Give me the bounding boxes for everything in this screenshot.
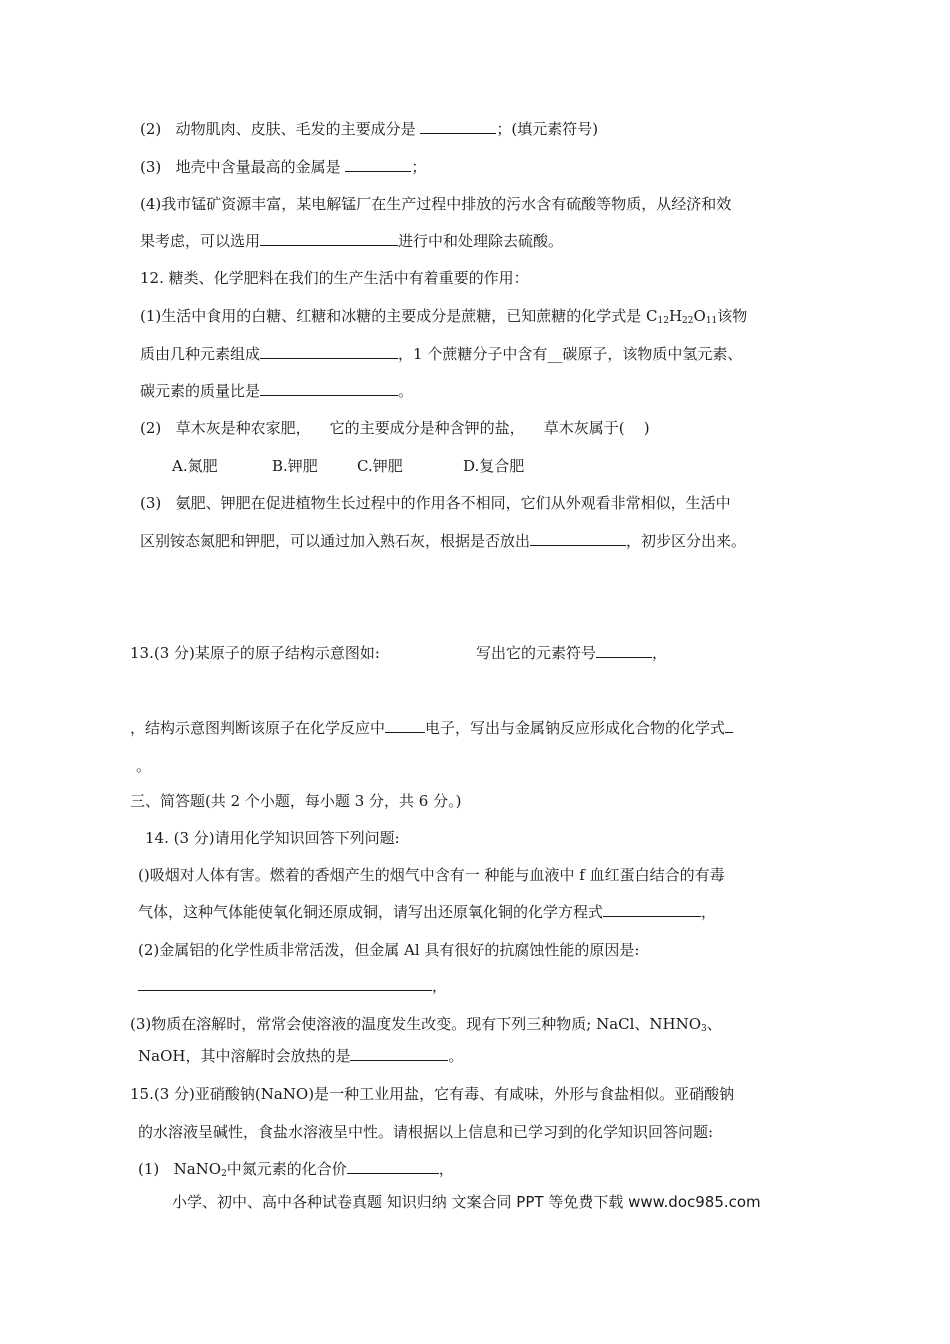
answer-blank[interactable] bbox=[420, 119, 496, 134]
answer-blank[interactable] bbox=[347, 1159, 439, 1174]
q12-part3-line2: 区别铵态氮肥和钾肥，可以通过加入熟石灰，根据是否放出 ，初步区分出来。 bbox=[140, 532, 747, 550]
q12-part2: (2) 草木灰是种农家肥， 它的主要成分是种含钾的盐， 草木灰属于( ) bbox=[140, 419, 650, 437]
q13-line3: 。 bbox=[136, 757, 152, 775]
answer-blank[interactable] bbox=[345, 157, 411, 172]
answer-blank[interactable] bbox=[530, 531, 626, 546]
q12-title: 12. 糖类、化学肥料在我们的生产生活中有着重要的作用： bbox=[140, 269, 529, 287]
q14-part2-line1: (2)金属铝的化学性质非常活泼，但金属 Al 具有很好的抗腐蚀性能的原因是: bbox=[138, 941, 640, 959]
page-footer: 小学、初中、高中各种试卷真题 知识归纳 文案合同 PPT 等免费下载 www.doc985.com bbox=[172, 1193, 761, 1211]
q12-option-b[interactable]: B.钾肥 bbox=[272, 457, 318, 475]
answer-blank[interactable] bbox=[138, 976, 432, 991]
q12-part3-line1: (3) 氨肥、钾肥在促进植物生长过程中的作用各不相同，它们从外观看非常相似，生活中 bbox=[140, 494, 731, 512]
q13-line2: ，结构示意图判断该原子在化学反应中 电子，写出与金属钠反应形成化合物的化学式 bbox=[130, 718, 733, 738]
answer-blank[interactable] bbox=[350, 1046, 448, 1061]
q14-part1-line1: ()吸烟对人体有害。燃着的香烟产生的烟气中含有一 种能与血液中 f 血红蛋白结合的有毒 bbox=[138, 866, 725, 884]
q11-part2: (2) 动物肌肉、皮肤、毛发的主要成分是 ；(填元素符号) bbox=[140, 120, 599, 138]
answer-blank[interactable] bbox=[260, 381, 398, 396]
q12-part1-line1: (1)生活中食用的白糖、红糖和冰糖的主要成分是蔗糖，已知蔗糖的化学式是 $C_{12}H_{22}O_{11}$该物 bbox=[140, 307, 748, 326]
q13-line1-prompt: 13.(3 分)某原子的原子结构示意图如: bbox=[130, 644, 380, 662]
q11-part4-line2: 果考虑，可以选用 进行中和处理除去硫酸。 bbox=[140, 232, 564, 250]
q12-option-d[interactable]: D.复合肥 bbox=[463, 457, 525, 475]
q11-part3: (3) 地壳中含量最高的金属是 ； bbox=[140, 158, 427, 176]
answer-blank[interactable] bbox=[725, 718, 733, 733]
q12-option-c[interactable]: C.钾肥 bbox=[357, 457, 403, 475]
q14-title: 14. (3 分)请用化学知识回答下列问题: bbox=[145, 829, 400, 847]
q14-part1-line2: 气体，这种气体能使氧化铜还原成铜，请写出还原氧化铜的化学方程式 ， bbox=[138, 903, 717, 921]
q14-part3-line1: (3)物质在溶解时，常常会使溶液的温度发生改变。现有下列三种物质; NaCl、$NHNO_3$、 bbox=[130, 1015, 722, 1034]
answer-blank[interactable] bbox=[260, 344, 398, 359]
q13-line1-answer: 写出它的元素符号 ， bbox=[476, 644, 668, 662]
answer-blank[interactable] bbox=[260, 231, 398, 246]
q12-part1-line3: 碳元素的质量比是 。 bbox=[140, 382, 414, 400]
q15-line2: 的水溶液呈碱性，食盐水溶液呈中性。请根据以上信息和已学习到的化学知识回答问题: bbox=[138, 1123, 714, 1141]
answer-blank[interactable] bbox=[596, 643, 652, 658]
q12-option-a[interactable]: A.氮肥 bbox=[172, 457, 218, 475]
q12-part1-line2: 质由几种元素组成 ，1 个蔗糖分子中含有__碳原子，该物质中氢元素、 bbox=[140, 345, 743, 363]
section-title: 三、简答题(共 2 个小题，每小题 3 分，共 6 分。) bbox=[130, 792, 462, 810]
q15-part1: (1) NaNO$_2$中氮元素的化合价 ， bbox=[138, 1160, 454, 1179]
q15-line1: 15.(3 分)亚硝酸钠(NaNO)是一种工业用盐，它有毒、有咸味，外形与食盐相似。亚硝酸钠 bbox=[130, 1085, 735, 1103]
answer-blank[interactable] bbox=[385, 718, 425, 733]
q14-part2-line2: ， bbox=[138, 976, 447, 996]
q11-part4-line1: (4)我市锰矿资源丰富，某电解锰厂在生产过程中排放的污水含有硫酸等物质，从经济和效 bbox=[140, 195, 732, 213]
answer-blank[interactable] bbox=[603, 902, 701, 917]
q14-part3-line2: NaOH，其中溶解时会放热的是 。 bbox=[138, 1047, 464, 1065]
